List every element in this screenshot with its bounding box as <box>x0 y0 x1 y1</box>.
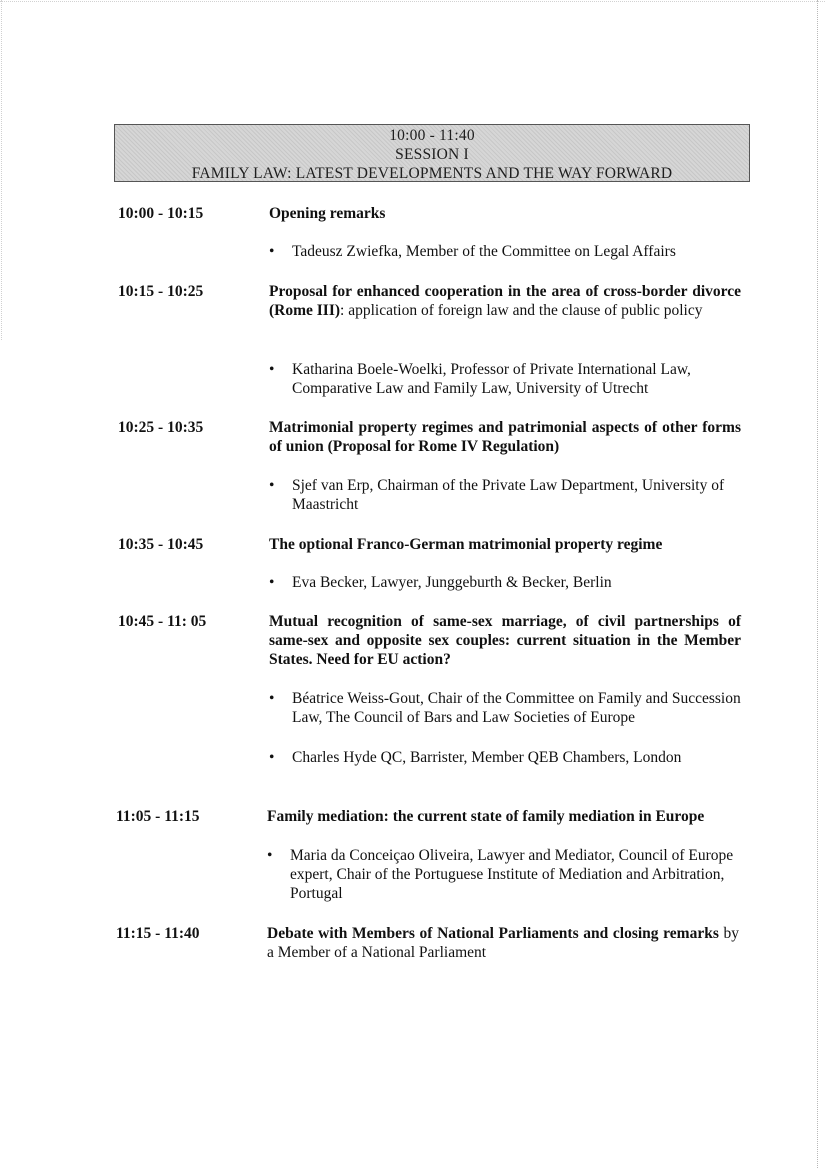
agenda-title <box>269 204 741 223</box>
speaker-text: Katharina Boele-Woelki, Professor of Private International Law, Comparative Law and Family Law, University of Utrecht <box>292 361 691 397</box>
bullet-icon: • <box>269 361 275 378</box>
agenda-time: 10:35 - 10:45 <box>118 536 204 553</box>
bullet-icon: • <box>269 243 275 260</box>
agenda-time: 10:25 - 10:35 <box>118 419 204 436</box>
bullet-icon: • <box>269 574 275 591</box>
bullet-icon: • <box>269 690 275 707</box>
speaker-text: Tadeusz Zwiefka, Member of the Committee on Legal Affairs <box>292 243 676 260</box>
bullet-icon: • <box>269 749 275 766</box>
agenda-title-bold: Matrimonial property regimes and patrimonial aspects of other forms of union (Proposal for Rome IV Regulation) <box>269 419 741 455</box>
speaker-list-item <box>269 360 741 398</box>
scan-right-edge <box>817 0 819 1168</box>
agenda-title-rest: : application of foreign law and the clause of public policy <box>340 302 703 319</box>
agenda-title <box>267 924 739 962</box>
speaker-text: Charles Hyde QC, Barrister, Member QEB Chambers, London <box>292 749 682 766</box>
speaker-list-item <box>269 689 741 727</box>
agenda-time: 10:00 - 10:15 <box>118 205 204 222</box>
agenda-title <box>269 282 741 320</box>
agenda-title-bold: Debate with Members of National Parliaments and closing remarks <box>267 925 719 942</box>
speaker-list-item <box>267 846 739 903</box>
speaker-text: Sjef van Erp, Chairman of the Private Law Department, University of Maastricht <box>292 477 725 513</box>
agenda-time: 10:15 - 10:25 <box>118 283 204 300</box>
agenda-time: 11:15 - 11:40 <box>116 925 200 942</box>
scan-left-edge <box>1 0 3 340</box>
agenda-title <box>269 612 741 669</box>
agenda-title-rest: by a Member of a National Parliament <box>267 925 739 961</box>
session-name: SESSION I <box>395 146 469 163</box>
bullet-icon: • <box>269 477 275 494</box>
scan-top-edge <box>0 1 825 3</box>
session-time-range: 10:00 - 11:40 <box>389 127 475 144</box>
agenda-time: 11:05 - 11:15 <box>116 808 200 825</box>
speaker-list-item <box>269 748 741 767</box>
speaker-text: Maria da Conceiçao Oliveira, Lawyer and Mediator, Council of Europe expert, Chair of the Portuguese Institute of Mediation and Arbitration, Portugal <box>290 847 734 902</box>
agenda-title <box>269 535 741 554</box>
speaker-text: Béatrice Weiss-Gout, Chair of the Committee on Family and Succession Law, The Council of Bars and Law Societies of Europe <box>292 690 741 726</box>
agenda-title-bold: Opening remarks <box>269 205 386 222</box>
agenda-title-bold: Mutual recognition of same-sex marriage, of civil partnerships of same-sex and opposite sex couples: current situation in the Member States. Need for EU action? <box>269 613 741 668</box>
speaker-list-item <box>269 242 741 261</box>
speaker-text: Eva Becker, Lawyer, Junggeburth & Becker, Berlin <box>292 574 612 591</box>
agenda-title <box>269 418 741 456</box>
bullet-icon: • <box>267 847 273 864</box>
agenda-title-bold: Proposal for enhanced cooperation in the area of cross-border divorce (Rome III) <box>269 283 741 319</box>
speaker-list-item <box>269 573 741 592</box>
session-header-banner <box>114 124 750 182</box>
speaker-list-item <box>269 476 741 514</box>
session-theme: FAMILY LAW: LATEST DEVELOPMENTS AND THE WAY FORWARD <box>191 165 673 182</box>
agenda-title-bold: The optional Franco-German matrimonial property regime <box>269 536 663 553</box>
agenda-title <box>267 807 739 826</box>
agenda-time: 10:45 - 11: 05 <box>118 613 207 630</box>
agenda-title-bold: Family mediation: the current state of family mediation in Europe <box>267 808 705 825</box>
